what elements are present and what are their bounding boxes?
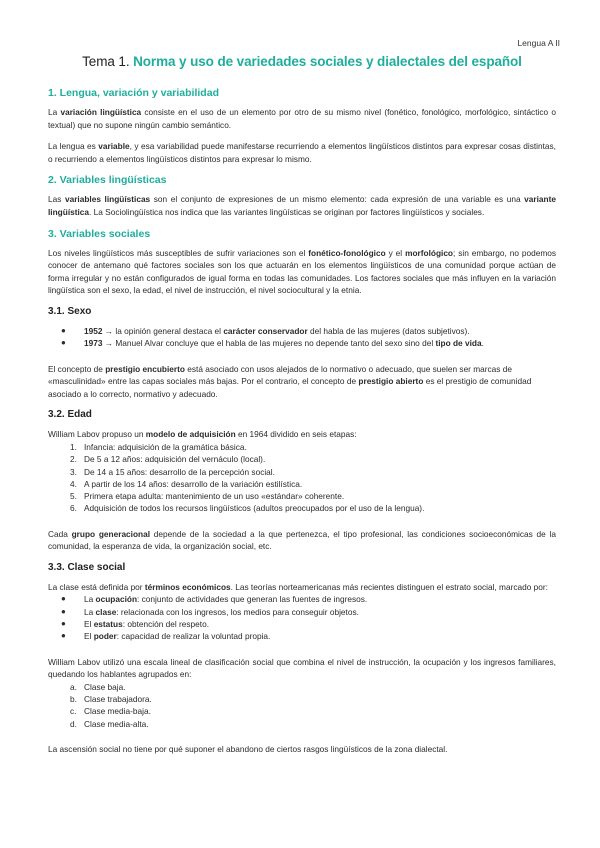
list-item: 6. Adquisición de todos los recursos lingüísticos (adultos preocupados por el uso de la lengua). [70,503,425,514]
subsection-3-3-intro: La clase está definida por términos económicos. Las teorías norteamericanas más recientes distinguen el estrato social, marcado por: [48,581,548,592]
sexo-list [48,325,556,350]
list-item: d. Clase media-alta. [70,718,149,729]
list-item: ● 1973 → Manuel Alvar concluye que el habla de las mujeres no depende tanto del sexo sino del tipo de vida. [61,338,484,349]
list-item: 1. Infancia: adquisición de la gramática básica. [70,441,247,452]
subsection-3-3-heading: 3.3. Clase social [48,561,126,573]
bullet-icon: ● [61,594,66,604]
section-2-paragraph-1: Las variables lingüísticas son el conjunto de expresiones de un mismo elemento: cada expresión de una variable es una variante lingüística. La Sociolingüística nos indica que las variantes lingüísticas se originan por factores lingüísticos y sociales. [48,194,556,217]
bullet-icon: ● [61,619,66,629]
list-item: c. Clase media-baja. [70,706,151,717]
document-content [48,54,556,765]
list-item: ● La clase: relacionada con los ingresos, los medios para conseguir objetos. [61,606,359,617]
list-item: ● El poder: capacidad de realizar la voluntad propia. [61,631,271,642]
clase-social-list [48,593,556,642]
bullet-icon: ● [61,631,66,641]
subsection-3-2-heading: 3.2. Edad [48,409,92,421]
list-item: ● 1952 → la opinión general destaca el carácter conservador del habla de las mujeres (datos subjetivos). [61,325,470,336]
section-1-paragraph-2: La lengua es variable, y esa variabilidad puede manifestarse recurriendo a elementos lingüísticos distintos para expresar cosas distintas, o recurriendo a elementos lingüísticos distintos para expresar lo mismo. [48,141,556,164]
subsection-3-3-paragraph-3: La ascensión social no tiene por qué suponer el abandono de ciertos rasgos lingüísticos de la zona dialectal. [48,744,448,755]
section-3-paragraph-1: Los niveles lingüísticos más susceptibles de sufrir variaciones son el fonético-fonológico y el morfológico; sin embargo, no podemos conocer de antemano qué factores sociales son los que actuarán en los elementos lingüísticos de una comunidad porque actúan de forma irregular y no están configurados de igual forma en todas las comunidades. Los factores sociales que más influyen en la variación lingüística son el sexo, la edad, el nivel de instrucción, el nivel sociocultural y la etnia. [48,247,556,296]
edad-list [48,441,556,515]
section-1-paragraph-1: La variación lingüística consiste en el uso de un elemento por otro de su mismo nivel (fonético, fonológico, morfológico, sintáctico o textual) que no supone ningún cambio semántico. [48,107,556,130]
list-item: b. Clase trabajadora. [70,694,152,705]
clase-lettered-list [48,681,556,730]
list-item: ● La ocupación: conjunto de actividades que generan las fuentes de ingresos. [61,594,368,605]
list-item: 2. De 5 a 12 años: adquisición del vernáculo (local). [70,454,266,465]
bullet-icon: ● [61,606,66,616]
subsection-3-1-paragraph: El concepto de prestigio encubierto está asociado con usos alejados de lo normativo o adecuado, que suelen ser marcas de «masculinidad» entre las capas sociales más bajas. Por el contrario, el concepto de prestigio abierto es el prestigio de comunidad asociado a lo correcto, normativo y adecuado. [48,363,532,399]
page-title [48,54,556,69]
list-item: 4. A partir de los 14 años: desarrollo de la variación estilística. [70,478,303,489]
list-item: 3. De 14 a 15 años: desarrollo de la percepción social. [70,466,275,477]
title-main: Norma y uso de variedades sociales y dialectales del español [133,54,522,69]
subsection-3-1-heading: 3.1. Sexo [48,305,92,317]
list-item: 5. Primera etapa adulta: mantenimiento de un uso «estándar» coherente. [70,491,345,502]
subsection-3-3-paragraph-2: William Labov utilizó una escala lineal de clasificación social que combina el nivel de instrucción, la ocupación y los ingresos familiares, quedando los hablantes agrupados en: [48,656,556,680]
course-header: Lengua A II [517,38,560,48]
title-prefix: Tema 1. [82,54,130,69]
list-item: a. Clase baja. [70,681,126,692]
section-2-heading: 2. Variables lingüísticas [48,174,167,187]
bullet-icon: ● [61,338,66,348]
bullet-icon: ● [61,325,66,335]
subsection-3-2-paragraph: Cada grupo generacional depende de la sociedad a la que pertenezca, el tipo profesional, las condiciones socioeconómicas de la comunidad, la esperanza de vida, la organización social, etc. [48,528,556,552]
section-3-heading: 3. Variables sociales [48,227,151,240]
section-1-heading: 1. Lengua, variación y variabilidad [48,87,219,99]
list-item: ● El estatus: obtención del respeto. [61,619,210,630]
subsection-3-2-intro: William Labov propuso un modelo de adquisición en 1964 dividido en seis etapas: [48,429,357,440]
